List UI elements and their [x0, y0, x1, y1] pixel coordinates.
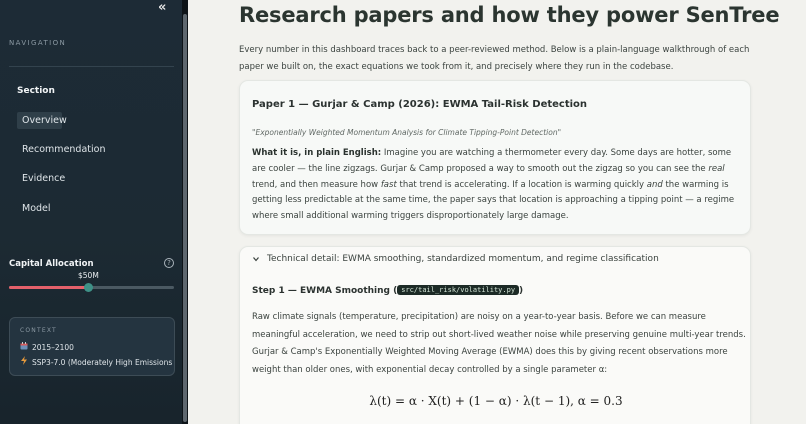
collapse-sidebar-icon[interactable]: «: [158, 0, 165, 15]
capital-slider-value: $50M: [78, 271, 99, 280]
calendar-icon: [20, 342, 29, 352]
nav-item-evidence[interactable]: Evidence: [22, 173, 66, 184]
context-scenario: [20, 356, 172, 367]
capital-slider-thumb[interactable]: [84, 283, 93, 292]
technical-detail-toggle[interactable]: Technical detail: EWMA smoothing, standardized momentum, and regime classification: [267, 254, 659, 264]
plain-text: the warming is getting less predictable at the same time, the paper says that location is approaching a tipping point — a regime where small additional warming triggers disproportionately large damage.: [252, 179, 735, 222]
nav-item-model[interactable]: Model: [22, 203, 51, 214]
context-panel: [9, 317, 175, 376]
paper-subtitle: "Exponentially Weighted Momentum Analysis for Climate Tipping-Point Detection": [252, 128, 562, 137]
equation: λ(t) = α · X(t) + (1 − α) · λ(t − 1), α = 0.3: [369, 394, 623, 408]
sidebar-scrollbar-thumb[interactable]: [183, 14, 187, 422]
step-title-close: ): [519, 286, 524, 296]
plain-english-label: What it is, in plain English:: [252, 148, 382, 158]
nav-item-recommendation[interactable]: Recommendation: [22, 144, 106, 155]
page-title: Research papers and how they power SenTree: [239, 3, 780, 27]
context-period-text: 2015–2100: [32, 343, 74, 352]
plain-emphasis: fast: [380, 179, 397, 190]
plain-emphasis: real: [708, 163, 725, 174]
capital-slider-fill: [9, 286, 88, 289]
context-label: CONTEXT: [20, 327, 57, 334]
chevron-down-icon[interactable]: [252, 255, 260, 265]
step-title-text: Step 1 — EWMA Smoothing (: [252, 286, 398, 296]
plain-text: that trend is accelerating. If a location is warming quickly: [396, 179, 647, 190]
capital-allocation-title: Capital Allocation: [9, 259, 94, 269]
help-icon[interactable]: ?: [164, 258, 174, 268]
code-path: src/tail_risk/volatility.py: [397, 285, 519, 295]
divider: [9, 66, 174, 67]
intro-text: Every number in this dashboard traces back to a peer-reviewed method. Below is a plain-language walkthrough of each paper we built on, the exact equations we took from it, and precisely where they run in the codebase.: [239, 45, 750, 72]
technical-detail-expander: [239, 246, 751, 424]
plain-text: Imagine you are watching a thermometer every day. Some days are hotter, some are cooler — the line zigzags. Gurjar & Camp proposed a way to smooth out the zigzag so you can see the: [252, 148, 732, 174]
context-period: [20, 342, 74, 352]
capital-slider[interactable]: [9, 286, 174, 289]
paper-title: Paper 1 — Gurjar & Camp (2026): EWMA Tail-Risk Detection: [252, 99, 588, 110]
step-body: Raw climate signals (temperature, precipitation) are noisy on a year-to-year basis. Before we can measure meaningful acceleration, we need to strip out short-lived weather noise while preserving genuine multi-year trends. Gurjar & Camp's Exponentially Weighted Moving Average (EWMA) does this by giving recent observations more weight than older ones, with exponential decay controlled by a single parameter α:: [252, 312, 746, 375]
nav-item-overview[interactable]: Overview: [17, 112, 62, 129]
navigation-label: NAVIGATION: [9, 39, 67, 47]
main-content: [188, 0, 806, 424]
section-title: Section: [17, 86, 55, 96]
step-title: [252, 285, 523, 296]
paper-card: [239, 80, 751, 235]
plain-english-explanation: [252, 146, 740, 225]
context-scenario-text: SSP3-7.0 (Moderately High Emissions: [32, 358, 173, 367]
lightning-icon: [20, 356, 29, 367]
plain-text: trend, and then measure how: [252, 179, 381, 190]
sidebar: [0, 0, 182, 424]
plain-emphasis: and: [646, 179, 663, 190]
